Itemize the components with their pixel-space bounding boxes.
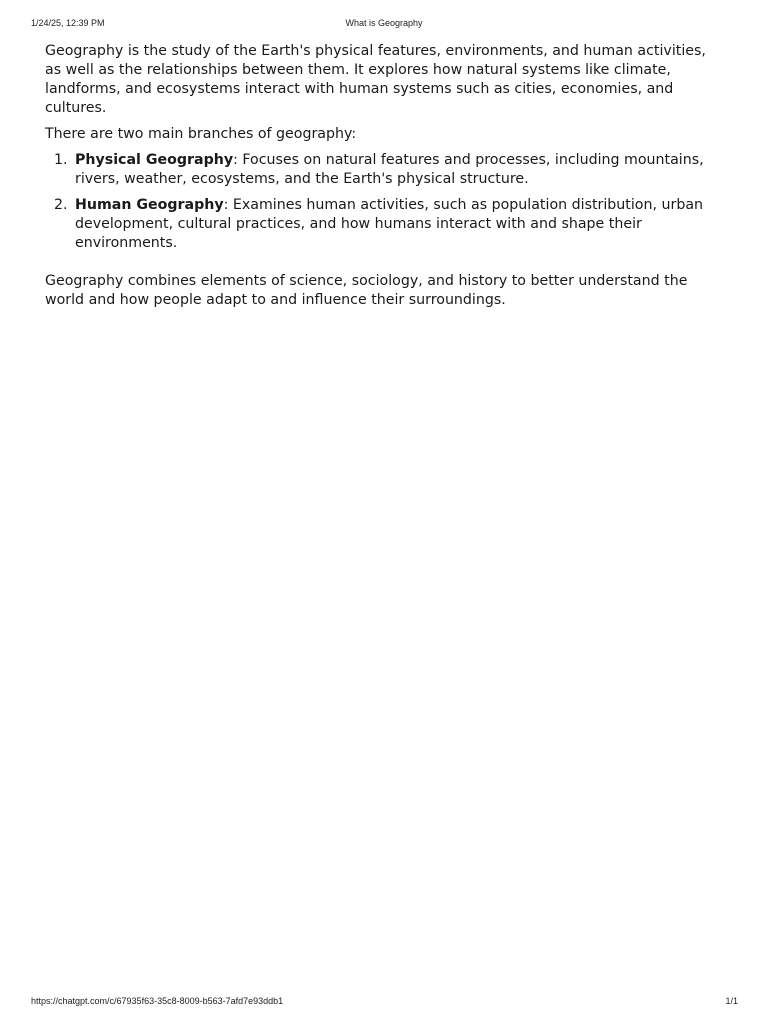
branch-description: : Examines human activities, such as population distribution, urban development, cultural practices, and how humans interact with and shape their environments. xyxy=(75,197,704,251)
list-number: 2. xyxy=(54,197,68,213)
print-footer xyxy=(0,996,768,1008)
document-body xyxy=(45,42,723,317)
print-datetime: 1/24/25, 12:39 PM xyxy=(31,18,105,28)
page-url: https://chatgpt.com/c/67935f63-35c8-8009-b563-7afd7e93ddb1 xyxy=(31,996,284,1006)
branch-term: Physical Geography xyxy=(75,152,234,168)
branch-description: : Focuses on natural features and processes, including mountains, rivers, weather, ecosystems, and the Earth's physical structure. xyxy=(75,152,704,187)
branch-term: Human Geography xyxy=(75,197,224,213)
conclusion-paragraph: Geography combines elements of science, sociology, and history to better understand the world and how people adapt to and influence their surroundings. xyxy=(45,273,688,308)
list-number: 1. xyxy=(54,152,68,168)
print-header xyxy=(0,18,768,30)
branches-list xyxy=(45,151,723,253)
branches-intro: There are two main branches of geography: xyxy=(45,126,357,142)
page-title: What is Geography xyxy=(345,18,423,28)
intro-paragraph: Geography is the study of the Earth's physical features, environments, and human activities, as well as the relationships between them. It explores how natural systems like climate, landforms, and ecosystems interact with human systems such as cities, economies, and cultures. xyxy=(45,43,706,116)
list-item xyxy=(45,151,723,189)
list-item xyxy=(45,196,723,253)
page-number: 1/1 xyxy=(725,996,738,1006)
